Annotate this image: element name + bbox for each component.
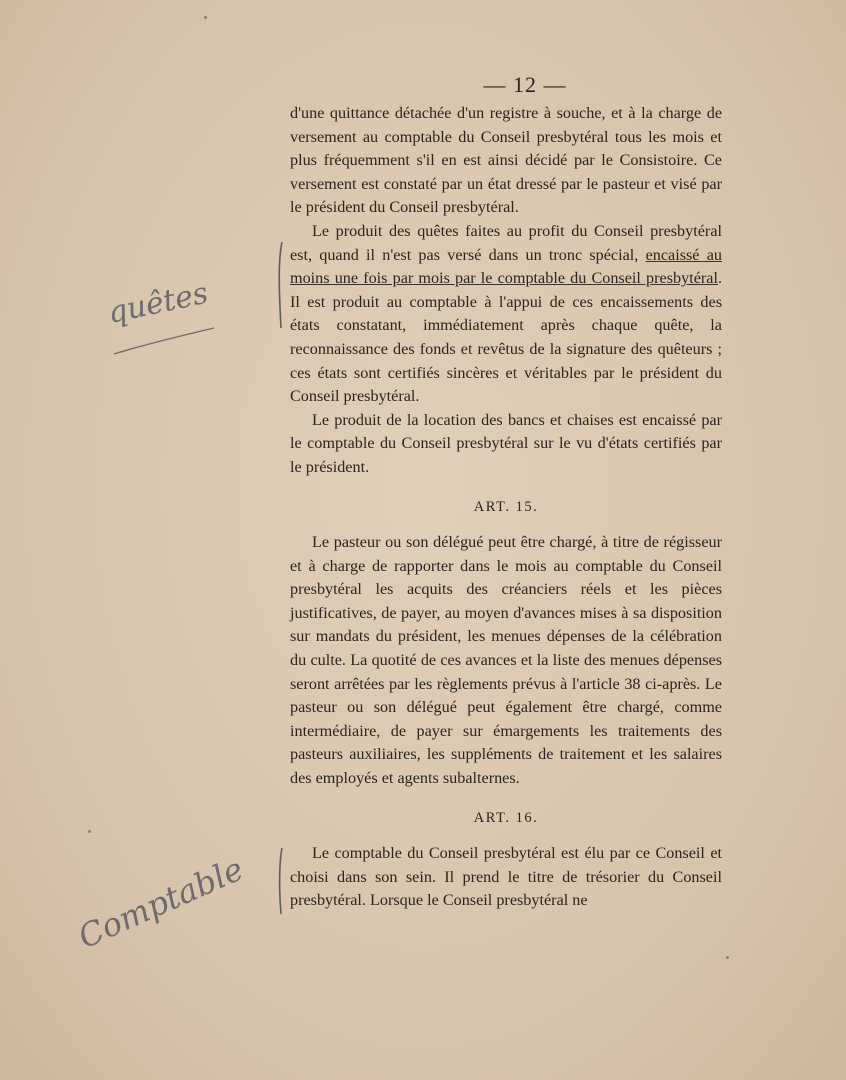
- margin-bracket-quetes: [268, 240, 288, 330]
- paper-speck: [204, 16, 207, 19]
- body-text: [290, 102, 722, 913]
- paragraph-quetes-part1: Le produit des quêtes faites au profit du Conseil presbytéral est, quand il n'est pas versé dans un tronc spécial,: [290, 221, 722, 264]
- article-16-heading: ART. 16.: [473, 809, 539, 826]
- margin-underline-quetes: [110, 322, 220, 362]
- paragraph-quetes-part2: . Il est produit au comptable à l'appui de ces encaissements des états constatant, immédiatement après chaque quête, la reconnaissance des fonds et revêtus de la signature des quêteurs ; ces états sont certifiés sincères et véritables par le président du Conseil presbytéral.: [290, 269, 722, 406]
- article-16-text: Le comptable du Conseil presbytéral est élu par ce Conseil et choisi dans son sein. Il prend le titre de trésorier du Conseil presbytéral. Lorsque le Conseil presbytéral ne: [290, 844, 722, 910]
- paper-speck: [726, 956, 729, 959]
- margin-note-comptable: Comptable: [72, 849, 249, 956]
- paragraph-continuation: d'une quittance détachée d'un registre à souche, et à la charge de versement au comptable du Conseil presbytéral tous les mois et plus fréquemment s'il en est ainsi décidé par le Consistoire. Ce versement est constaté par un état dressé par le pasteur et visé par le président du Conseil presbytéral.: [290, 104, 722, 217]
- page-number: — 12 —: [483, 72, 567, 97]
- margin-note-quetes: quêtes: [104, 275, 212, 331]
- underlined-passage: encaissé au moins une fois par mois par le comptable du Conseil presbytéral: [290, 245, 722, 288]
- paper-speck: [88, 830, 91, 833]
- article-15-text: Le pasteur ou son délégué peut être chargé, à titre de régisseur et à charge de rapporter dans le mois au comptable du Conseil presbytéral les acquits des créanciers réels et les pièces justificatives, de payer, au moyen d'avances mises à sa disposition sur mandats du président, les menues dépenses de la célébration du culte. La quotité de ces avances et la liste des menues dépenses seront arrêtées par les règlements prévus à l'article 38 ci-après. Le pasteur ou son délégué peut également être chargé, comme intermédiaire, de payer sur émargements les traitements des pasteurs auxiliaires, les suppléments de traitement et les salaires des employés et agents subalternes.: [290, 533, 722, 788]
- article-15-heading: ART. 15.: [473, 498, 539, 515]
- paragraph-quetes: [290, 220, 722, 409]
- margin-bracket-comptable: [270, 846, 290, 916]
- paragraph-bancs-chaises: Le produit de la location des bancs et chaises est encaissé par le comptable du Conseil presbytéral sur le vu d'états certifiés par le président.: [290, 410, 722, 476]
